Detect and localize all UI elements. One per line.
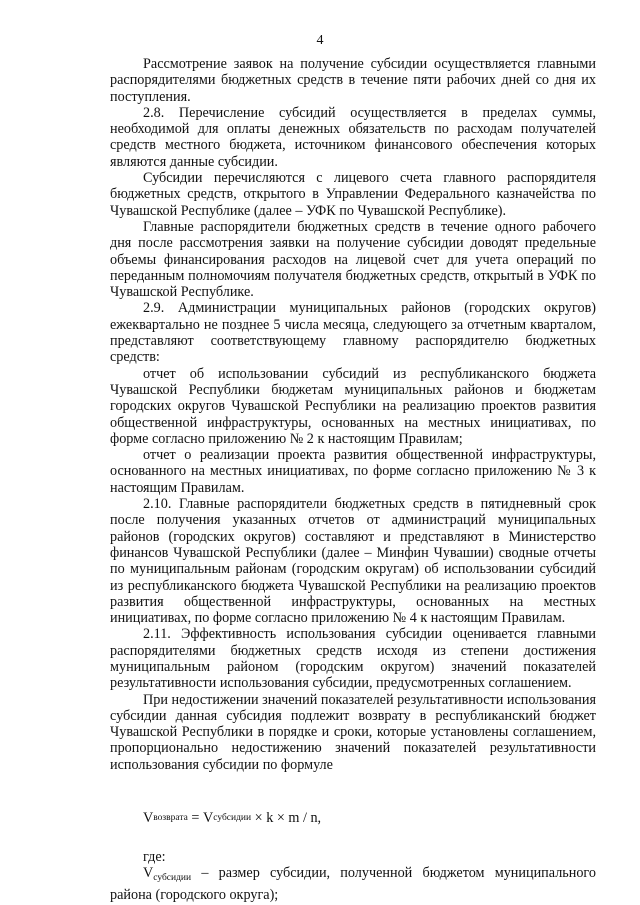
formula-rhs-symbol: V [202,809,214,826]
formula-rhs-rest: × k × m / n, [251,809,322,826]
formula-rhs-subscript: субсидии [213,812,252,823]
paragraph-refund-rule: При недостижении значений показателей результативности использования субсидии данная субсидия подлежит возврату в республиканский бюджет Чувашской Республики в порядке и сроки, которые установлены соглашением, пропорционально недостижению значений показателей результативности использования субсидии по формуле [110,691,596,773]
definition-symbol: V [143,865,154,882]
paragraph-report-project: отчет о реализации проекта развития общественной инфраструктуры, основанного на местных инициативах, по форме согласно приложению № 3 к настоящим Правилам. [110,447,596,496]
paragraph-funding-limits: Главные распорядители бюджетных средств в течение одного рабочего дня после рассмотрения заявки на получение субсидии доводят предельные объемы финансирования расходов на лицевой счет для учета операций по переданным полномочиям получателя бюджетных средств, открытый в УФК по Чувашской Республике. [110,218,596,301]
refund-formula [110,791,596,845]
paragraph-2-9-reports: 2.9. Администрации муниципальных районов (городских округов) ежеквартально не позднее 5 числа месяца, следующего за отчетным кварталом, представляют соответствующему главному распорядителю бюджетных средств: [110,300,596,366]
paragraph-account-transfer: Субсидии перечисляются с лицевого счета главного распорядителя бюджетных средств, открытого в Управлении Федерального казначейства по Чувашской Республике (далее – УФК по Чувашской Республике). [110,170,596,219]
formula-equals: = [187,809,203,826]
paragraph-2-10-summary-reports: 2.10. Главные распорядители бюджетных средств в пятидневный срок после получения указанных отчетов от администраций муниципальных районов (городских округов) составляют и представляют в Министерство финансов Чувашской Республики (далее – Минфин Чувашии) сводные отчеты по муниципальным районам (городским округам) об использовании субсидий из республиканского бюджета Чувашской Республики на реализацию проектов развития общественной инфраструктуры, основанных на местных инициативах, по форме согласно приложению № 4 к настоящим Правилам. [110,496,596,627]
paragraph-report-subsidy-use: отчет об использовании субсидий из республиканского бюджета Чувашской Республики бюджетам муниципальных районов и бюджетам городских округов Чувашской Республики на реализацию проектов развития общественной инфраструктуры, основанных на местных инициативах, по форме согласно приложению № 2 к настоящим Правилам; [110,365,596,447]
formula-lhs-subscript: возврата [153,812,188,823]
paragraph-2-11-efficiency: 2.11. Эффективность использования субсидии оценивается главными распорядителями бюджетных средств исходя из степени достижения муниципальным районом (городским округом) значений показателей результативности использования субсидии, предусмотренных соглашением. [110,626,596,692]
definition-subscript: субсидии [153,873,192,884]
paragraph-applications-review: Рассмотрение заявок на получение субсидии осуществляется главными распорядителями бюджетных средств в течение пяти рабочих дней со дня их поступления. [110,56,596,105]
definition-text: – размер субсидии, полученной бюджетом муниципального района (городского округа); [110,865,596,903]
document-body [110,56,596,903]
where-label: где: [143,849,166,866]
page-number: 4 [316,33,324,48]
definition-v-subsidy [110,865,596,903]
formula-lhs-symbol: V [143,809,154,826]
paragraph-2-8-transfer: 2.8. Перечисление субсидий осуществляется в пределах суммы, необходимой для оплаты денежных обязательств по расходам получателей средств местного бюджета, источником финансового обеспечения которых являются данные субсидии. [110,104,596,170]
